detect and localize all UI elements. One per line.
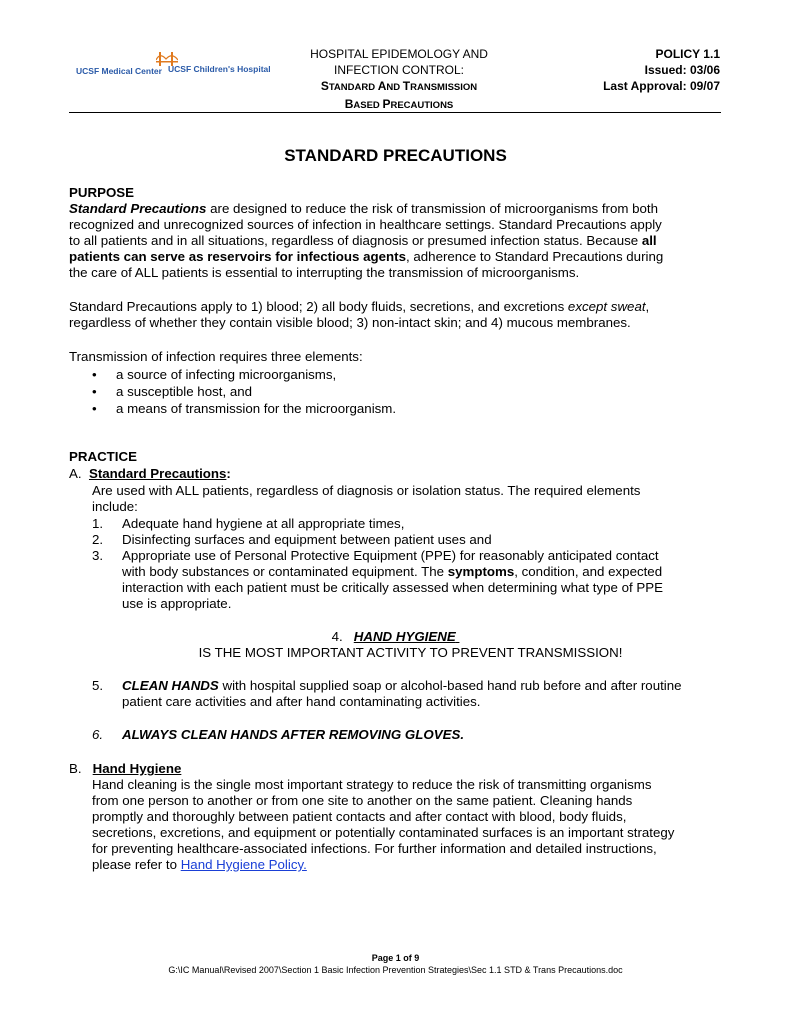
header-line-4: BASED PRECAUTIONS xyxy=(344,97,454,111)
section-a-body: Are used with ALL patients, regardless of diagnosis or isolation status. The required elements include: xyxy=(92,483,641,514)
purpose-line: the care of ALL patients is essential to interrupting the transmission of microorganisms. xyxy=(69,265,580,280)
header-line-3: STANDARD AND TRANSMISSION xyxy=(320,79,478,93)
header-title xyxy=(280,46,518,114)
logo-childrens-hospital: UCSF Children's Hospital xyxy=(168,64,271,74)
section-a-heading: A. Standard Precautions: xyxy=(69,466,231,481)
purpose-line: Standard Precautions are designed to reduce the risk of transmission of microorganisms from both xyxy=(69,201,658,216)
purpose-line: to all patients and in all situations, regardless of diagnosis or presumed infection status. Because all xyxy=(69,233,657,248)
list-item: 3. Appropriate use of Personal Protective Equipment (PPE) for reasonably anticipated contact with body substances or contaminated equipment. The symptoms, condition, and expected interaction with each patient must be critically assessed when determining what type of PPE use is appropriate. xyxy=(92,548,664,611)
purpose-paragraph-2: Standard Precautions apply to 1) blood; 2) all body fluids, secretions, and excretions except sweat, regardless of whether they contain visible blood; 3) non-intact skin; and 4) mucous membranes. xyxy=(69,299,650,330)
header-divider xyxy=(69,112,721,113)
required-elements-list xyxy=(92,516,732,612)
ucsf-logo xyxy=(76,50,271,82)
list-item: 1. Adequate hand hygiene at all appropriate times, xyxy=(92,516,405,531)
purpose-line: recognized and unrecognized sources of infection in healthcare settings. Standard Precautions apply xyxy=(69,217,662,232)
purpose-line: patients can serve as reservoirs for infectious agents, adherence to Standard Precautions during xyxy=(69,249,664,264)
list-item: • a means of transmission for the microorganism. xyxy=(92,401,397,416)
section-b-body: Hand cleaning is the single most important strategy to reduce the risk of transmitting organisms from one person to another or from one site to another on the same patient. Cleaning hands promptly and thoroughly between patient contacts and after contact with blood, body fluids, secretions, excretions, and equipment or potentially contaminated surfaces is an important strategy for preventing healthcare-associated infections. For further information and detailed instructions, please refer to Hand Hygiene Policy. xyxy=(92,777,675,872)
list-item: 2. Disinfecting surfaces and equipment between patient uses and xyxy=(92,532,492,547)
document-title: STANDARD PRECAUTIONS xyxy=(284,146,507,165)
issued-date: Issued: 03/06 xyxy=(644,63,720,77)
transmission-intro: Transmission of infection requires three elements: xyxy=(69,349,363,364)
transmission-list xyxy=(92,367,692,417)
practice-heading: PRACTICE xyxy=(69,449,137,464)
file-path: G:\IC Manual\Revised 2007\Section 1 Basic Infection Prevention Strategies\Sec 1.1 STD & Trans Precautions.doc xyxy=(168,965,623,975)
purpose-heading: PURPOSE xyxy=(69,185,135,200)
approval-date: Last Approval: 09/07 xyxy=(603,79,720,93)
hand-hygiene-policy-link[interactable]: Hand Hygiene Policy. xyxy=(180,857,307,872)
page-number: Page 1 of 9 xyxy=(371,953,420,963)
header-line-1: HOSPITAL EPIDEMOLOGY AND xyxy=(310,47,488,61)
gloves-item: 6. ALWAYS CLEAN HANDS AFTER REMOVING GLOVES. xyxy=(92,727,465,742)
list-item: • a source of infecting microorganisms, xyxy=(92,367,337,382)
header-line-2: INFECTION CONTROL: xyxy=(333,63,464,77)
clean-hands-item: 5. CLEAN HANDS with hospital supplied soap or alcohol-based hand rub before and after routine patient care activities and after hand contaminating activities. xyxy=(92,678,682,709)
hand-hygiene-callout: 4. HAND HYGIENE IS THE MOST IMPORTANT ACTIVITY TO PREVENT TRANSMISSION! xyxy=(198,629,623,660)
policy-number: POLICY 1.1 xyxy=(655,47,720,61)
section-b-heading: B. Hand Hygiene xyxy=(69,761,182,776)
purpose-section xyxy=(69,185,729,281)
logo-medical-center: UCSF Medical Center xyxy=(76,66,162,76)
policy-info xyxy=(580,46,720,94)
list-item: • a susceptible host, and xyxy=(92,384,253,399)
